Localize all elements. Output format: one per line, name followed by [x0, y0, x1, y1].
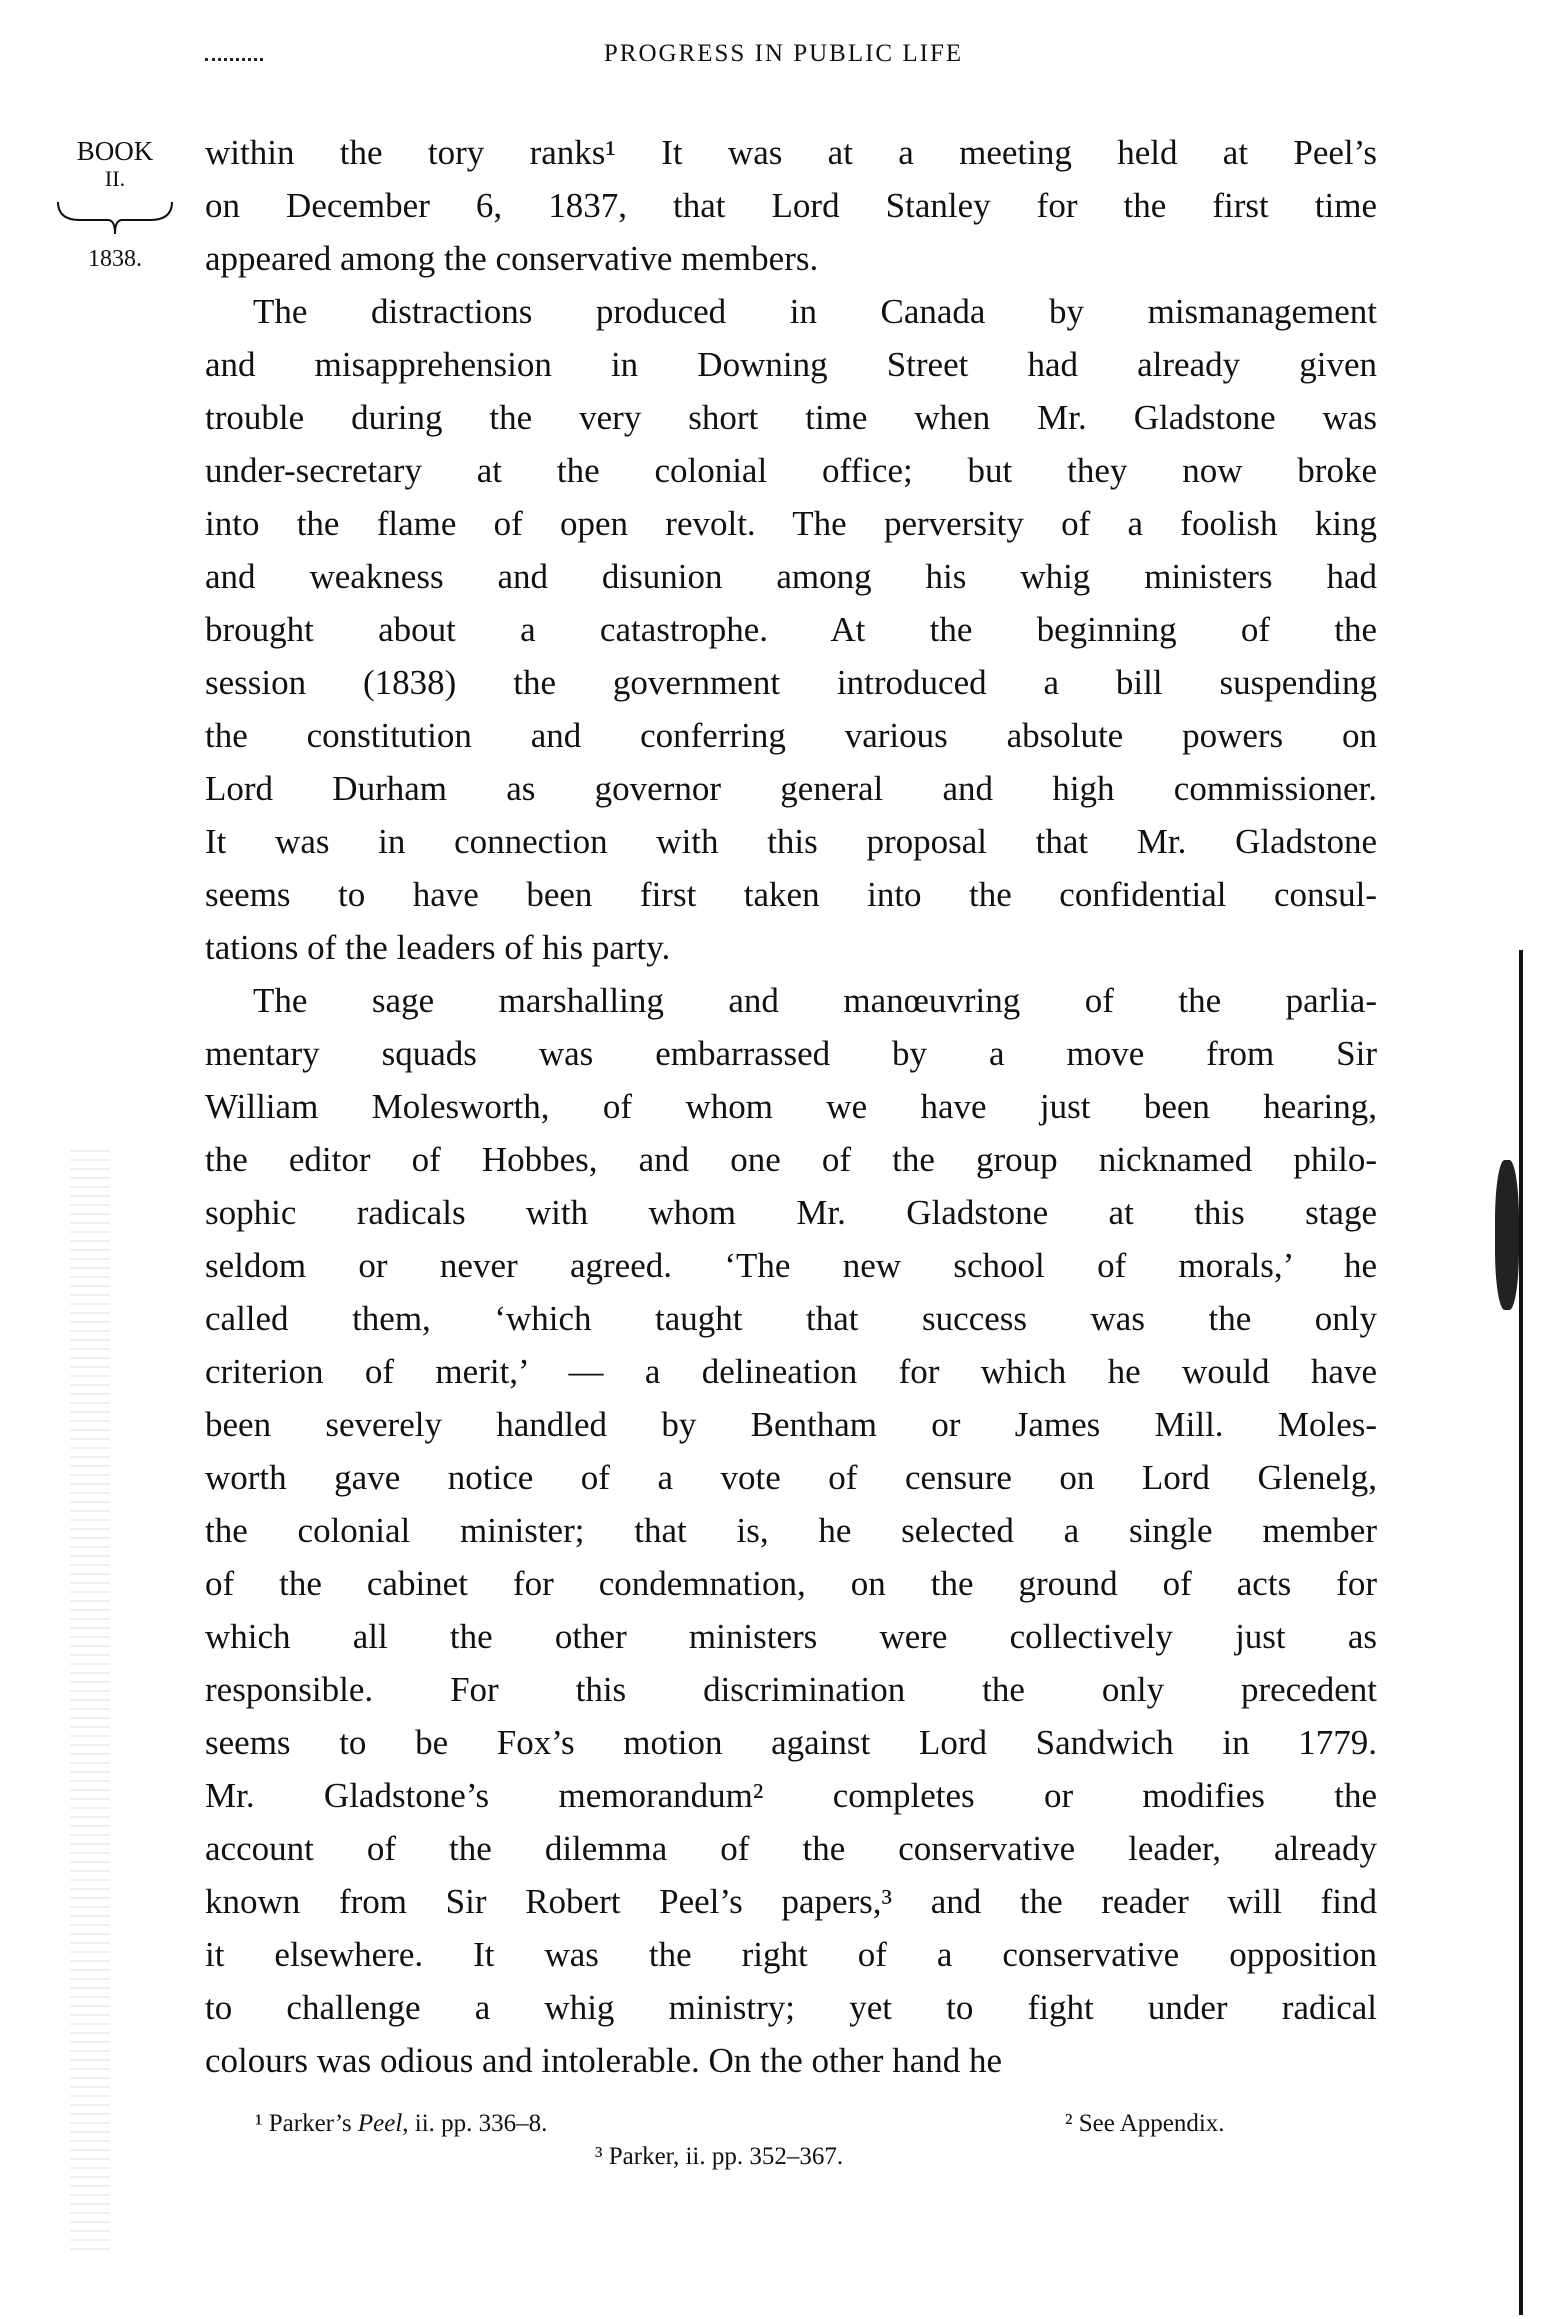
text-line: The distractions produced in Canada by mismanagement — [253, 292, 1377, 331]
text-line: The sage marshalling and manœuvring of the parlia- — [253, 981, 1377, 1020]
text-line: into the flame of open revolt. The perversity of a foolish king — [205, 504, 1377, 543]
footnote-1-pages: , ii. pp. 336–8. — [402, 2110, 548, 2137]
footnote-1 — [255, 2110, 547, 2138]
text-line: brought about a catastrophe. At the beginning of the — [205, 610, 1377, 649]
text-line: been severely handled by Bentham or James Mill. Moles- — [205, 1405, 1377, 1444]
text-line: seems to be Fox’s motion against Lord Sandwich in 1779. — [205, 1723, 1377, 1762]
text-line: mentary squads was embarrassed by a move from Sir — [205, 1034, 1377, 1073]
text-line: trouble during the very short time when Mr. Gladstone was — [205, 398, 1377, 437]
footnote-2: ² See Appendix. — [1065, 2110, 1225, 2137]
text-line: called them, ‘which taught that success was the only — [205, 1299, 1377, 1338]
margin-year: 1838. — [88, 246, 142, 272]
text-line: account of the dilemma of the conservative leader, already — [205, 1829, 1377, 1868]
text-line: of the cabinet for condemnation, on the ground of acts for — [205, 1564, 1377, 1603]
text-line: session (1838) the government introduced a bill suspending — [205, 663, 1377, 702]
text-line: responsible. For this discrimination the only precedent — [205, 1670, 1377, 1709]
brace-icon — [50, 200, 180, 236]
text-line: sophic radicals with whom Mr. Gladstone at this stage — [205, 1193, 1377, 1232]
text-line: worth gave notice of a vote of censure on Lord Glenelg, — [205, 1458, 1377, 1497]
text-line: and weakness and disunion among his whig ministers had — [205, 557, 1377, 596]
text-line: it elsewhere. It was the right of a conservative opposition — [205, 1935, 1377, 1974]
text-line: the constitution and conferring various absolute powers on — [205, 716, 1377, 755]
text-line: criterion of merit,’ — a delineation for which he would have — [205, 1352, 1377, 1391]
scan-noise — [70, 1150, 110, 2250]
scan-ink-blot — [1495, 1160, 1519, 1310]
text-line: Mr. Gladstone’s memorandum² completes or modifies the — [205, 1776, 1377, 1815]
text-line: under-secretary at the colonial office; but they now broke — [205, 451, 1377, 490]
text-line: appeared among the conservative members. — [205, 239, 819, 278]
text-line: It was in connection with this proposal that Mr. Gladstone — [205, 822, 1377, 861]
text-line: on December 6, 1837, that Lord Stanley for the first time — [205, 186, 1377, 225]
text-line: seldom or never agreed. ‘The new school of morals,’ he — [205, 1246, 1377, 1285]
text-line: Lord Durham as governor general and high commissioner. — [205, 769, 1377, 808]
text-line: tations of the leaders of his party. — [205, 928, 671, 967]
text-line: the colonial minister; that is, he selected a single member — [205, 1511, 1377, 1550]
footnote-3: ³ Parker, ii. pp. 352–367. — [595, 2143, 844, 2170]
text-line: and misapprehension in Downing Street had already given — [205, 345, 1377, 384]
footnote-1-text: ¹ Parker’s — [255, 2110, 358, 2137]
text-line: to challenge a whig ministry; yet to fight under radical — [205, 1988, 1377, 2027]
footnote-1-title: Peel — [357, 2110, 403, 2137]
text-line: known from Sir Robert Peel’s papers,³ and the reader will find — [205, 1882, 1377, 1921]
text-line: within the tory ranks¹ It was at a meeting held at Peel’s — [205, 133, 1377, 172]
text-line: William Molesworth, of whom we have just been hearing, — [205, 1087, 1377, 1126]
margin-book-label: BOOK — [76, 136, 154, 166]
scan-edge-line — [1519, 950, 1523, 2315]
text-line: which all the other ministers were collectively just as — [205, 1617, 1377, 1656]
body-text — [205, 126, 1377, 2087]
margin-book-number: II. — [104, 166, 126, 191]
text-line: the editor of Hobbes, and one of the group nicknamed philo- — [205, 1140, 1377, 1179]
text-line: seems to have been first taken into the confidential consul- — [205, 875, 1377, 914]
text-line: colours was odious and intolerable. On the other hand he — [205, 2041, 1003, 2080]
running-header: PROGRESS IN PUBLIC LIFE — [603, 40, 964, 67]
